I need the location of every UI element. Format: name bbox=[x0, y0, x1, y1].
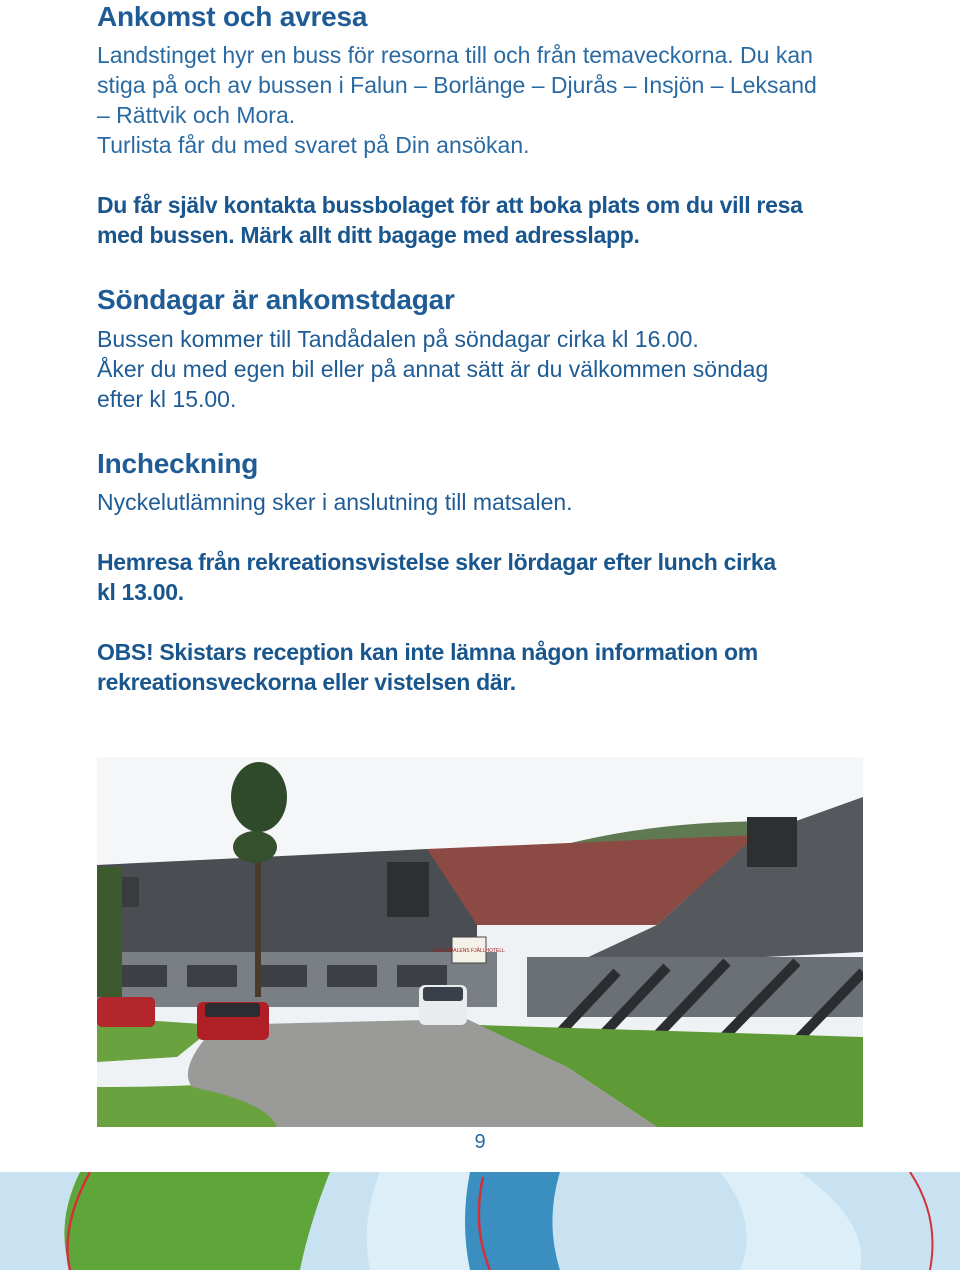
heading-incheckning: Incheckning bbox=[97, 448, 259, 479]
page-number: 9 bbox=[474, 1131, 486, 1153]
heading-ankomst: Ankomst och avresa bbox=[97, 1, 368, 32]
text-line: efter kl 15.00. bbox=[97, 386, 237, 412]
text-line: Hemresa från rekreationsvistelse sker lördagar efter lunch cirka bbox=[97, 549, 776, 575]
text-line: kl 13.00. bbox=[97, 579, 184, 605]
text-line: stiga på och av bussen i Falun – Borlänge – Djurås – Insjön – Leksand bbox=[97, 72, 817, 98]
hotel-sign-text: TANDÅDALENS FJÄLLHOTELL bbox=[433, 948, 505, 954]
text-line: Bussen kommer till Tandådalen på söndagar cirka kl 16.00. bbox=[97, 326, 699, 352]
decorative-footer bbox=[0, 1172, 960, 1270]
text-line: – Rättvik och Mora. bbox=[97, 102, 296, 128]
text-line: OBS! Skistars reception kan inte lämna någon information om bbox=[97, 639, 758, 665]
paragraph-ankomst bbox=[97, 40, 817, 160]
text-line: rekreationsveckorna eller vistelsen där. bbox=[97, 669, 516, 695]
paragraph-sondagar bbox=[97, 324, 768, 414]
text-line: Turlista får du med svaret på Din ansökan. bbox=[97, 132, 530, 158]
text-line: Landstinget hyr en buss för resorna till och från temaveckorna. Du kan bbox=[97, 42, 813, 68]
heading-sondagar: Söndagar är ankomstdagar bbox=[97, 284, 455, 315]
text-line: Du får själv kontakta bussbolaget för att boka plats om du vill resa bbox=[97, 192, 803, 218]
hotel-illustration bbox=[97, 757, 863, 1127]
text-line: med bussen. Märk allt ditt bagage med adresslapp. bbox=[97, 222, 640, 248]
text-line: Åker du med egen bil eller på annat sätt är du välkommen söndag bbox=[97, 356, 769, 382]
paragraph-bussbolag bbox=[97, 190, 803, 250]
paragraph-obs bbox=[97, 637, 758, 697]
wave-pattern bbox=[0, 1172, 960, 1270]
paragraph-incheckning: Nyckelutlämning sker i anslutning till matsalen. bbox=[97, 489, 573, 515]
hotel-photo bbox=[97, 757, 863, 1127]
paragraph-hemresa bbox=[97, 547, 776, 607]
